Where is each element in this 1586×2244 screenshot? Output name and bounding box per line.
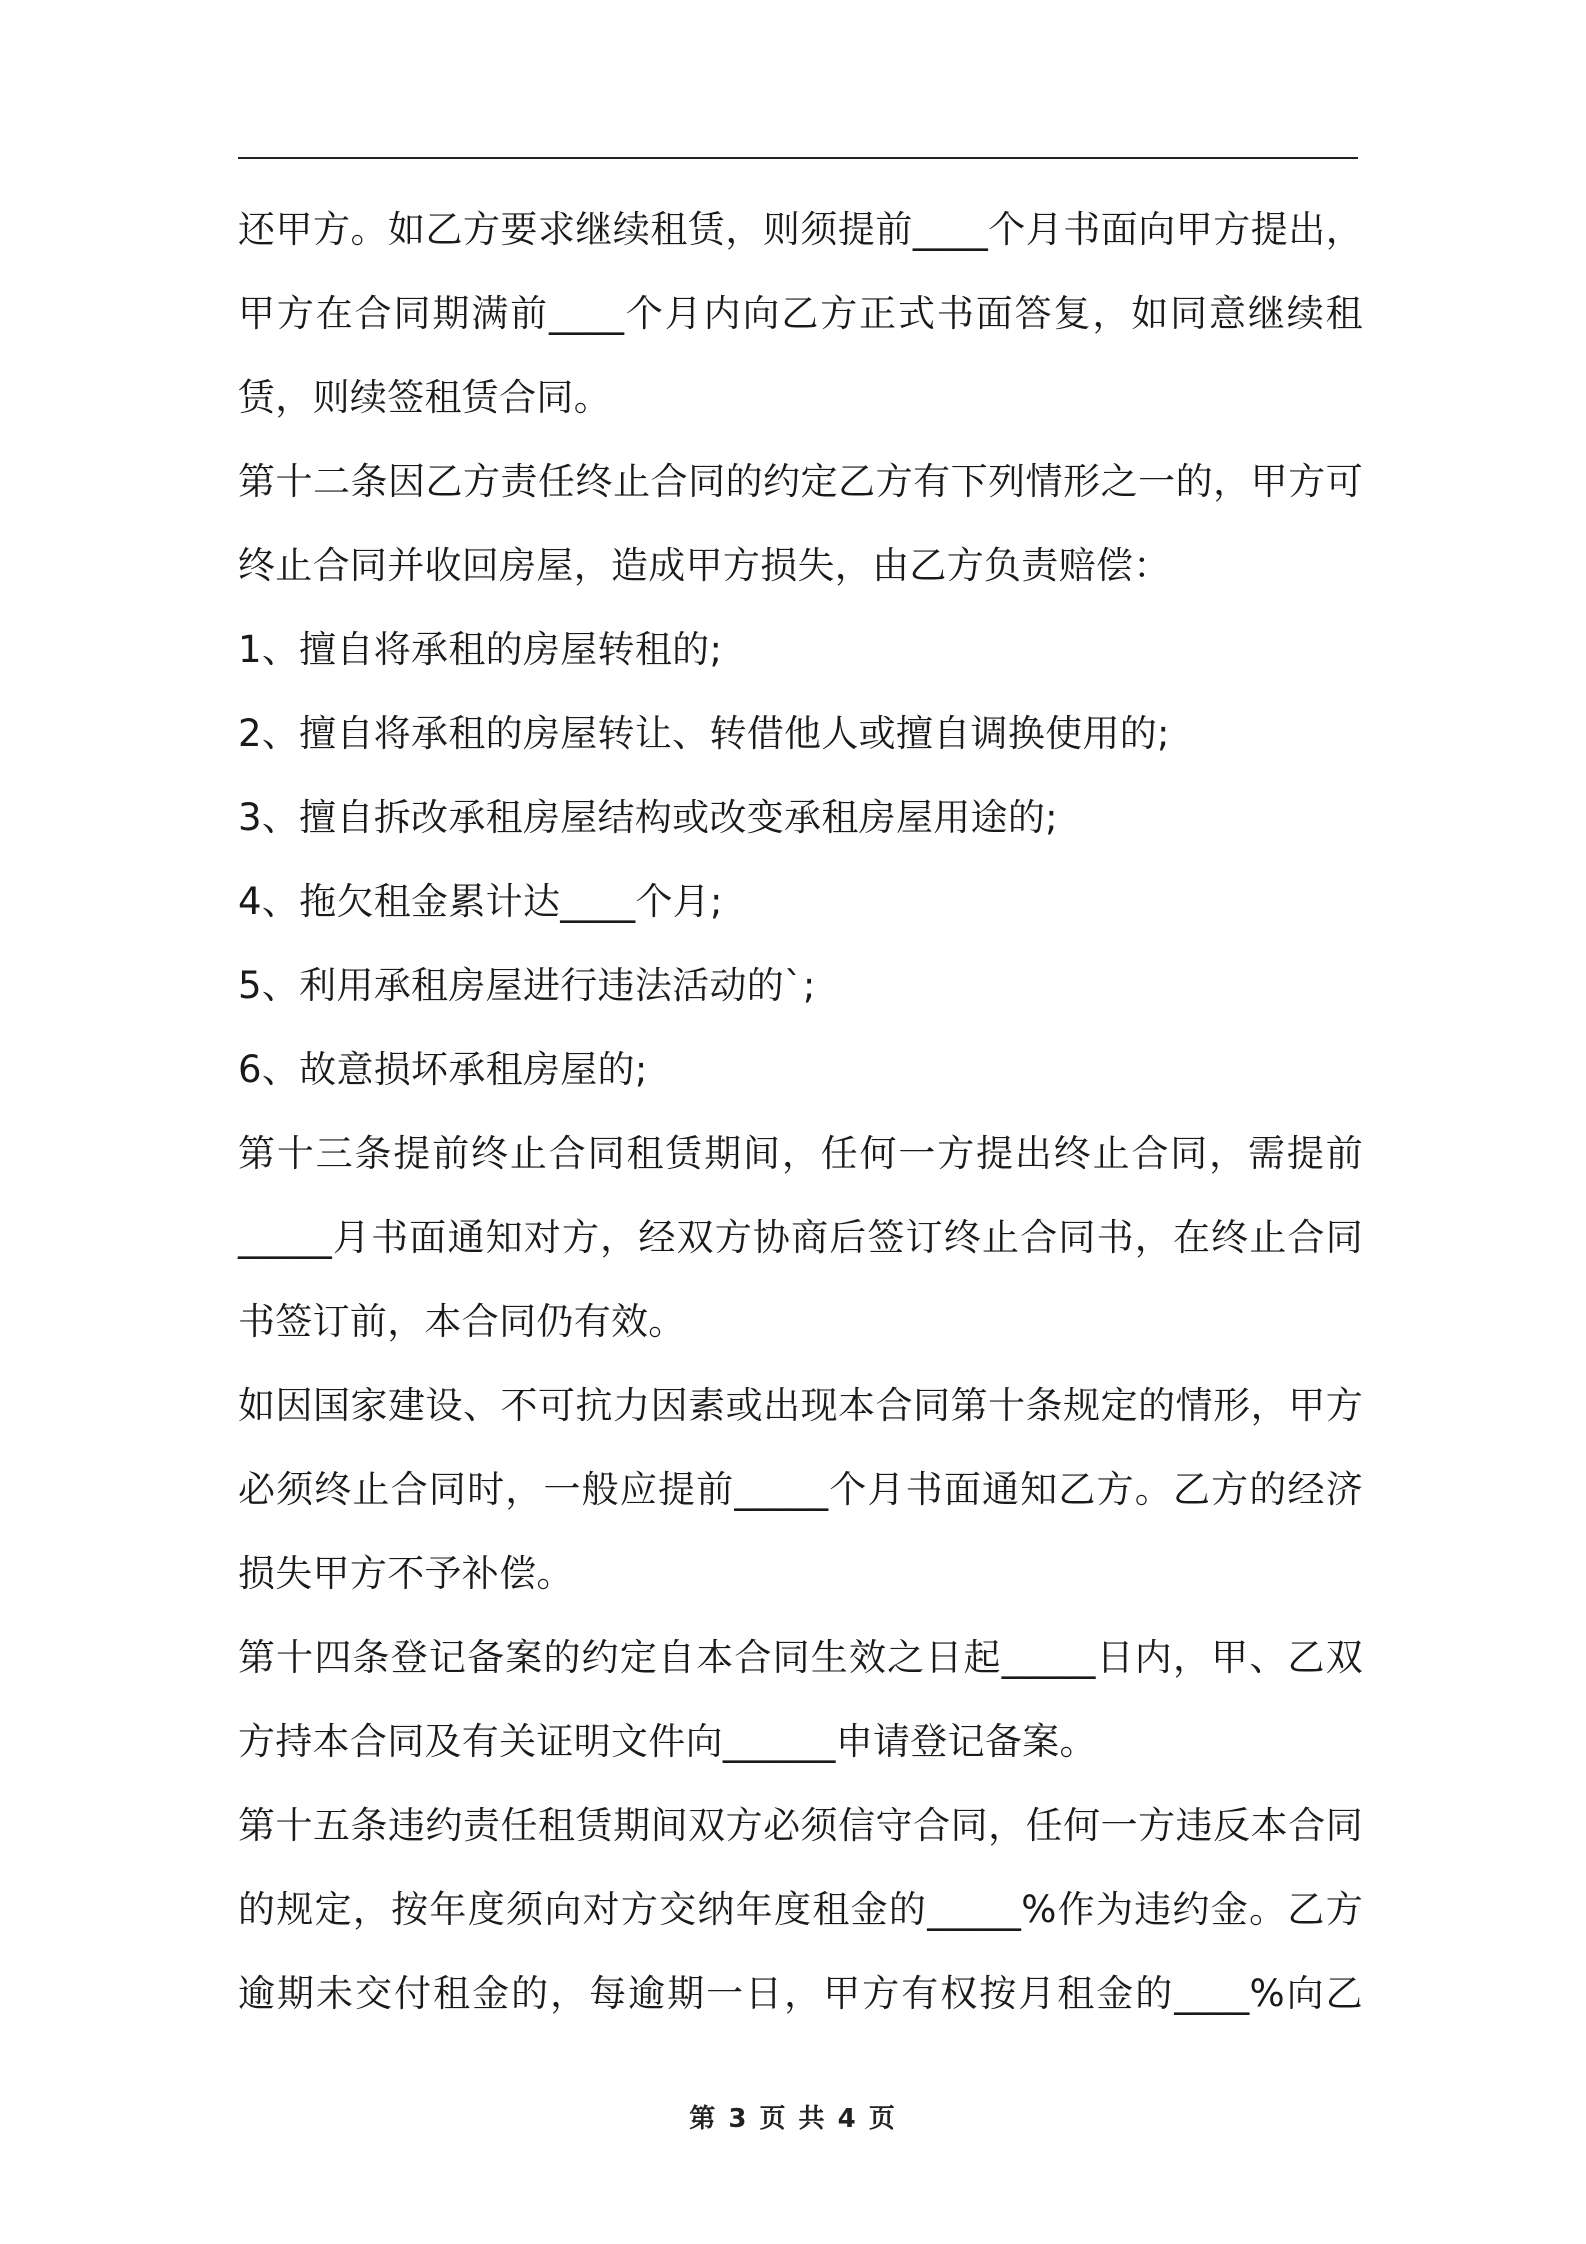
text-line: 逾期未交付租金的，每逾期一日，甲方有权按月租金的____%向乙 [238,1972,1363,2015]
list-item: 1、擅自将承租的房屋转租的; [238,628,723,671]
list-item: 2、擅自将承租的房屋转让、转借他人或擅自调换使用的; [238,712,1170,755]
page-number: 第 3 页 共 4 页 [689,2104,897,2134]
list-item: 4、拖欠租金累计达____个月; [238,880,723,923]
text-line: 如因国家建设、不可抗力因素或出现本合同第十条规定的情形，甲方 [238,1384,1363,1427]
text-line: 终止合同并收回房屋，造成甲方损失，由乙方负责赔偿： [238,544,1171,587]
text-line: 必须终止合同时，一般应提前_____个月书面通知乙方。乙方的经济 [238,1468,1363,1511]
text-line: 第十二条因乙方责任终止合同的约定乙方有下列情形之一的，甲方可 [238,460,1363,503]
text-line: 损失甲方不予补偿。 [238,1552,574,1595]
text-line: 的规定，按年度须向对方交纳年度租金的_____%作为违约金。乙方 [238,1888,1363,1931]
list-item: 6、故意损坏承租房屋的; [238,1048,648,1091]
text-line: 甲方在合同期满前____个月内向乙方正式书面答复，如同意继续租 [238,292,1363,335]
list-item: 5、利用承租房屋进行违法活动的`; [238,964,816,1007]
text-line: _____月书面通知对方，经双方协商后签订终止合同书，在终止合同 [238,1216,1363,1259]
document-body [238,188,1363,2036]
header-rule [238,157,1358,159]
text-line: 书签订前，本合同仍有效。 [238,1300,686,1343]
text-line: 还甲方。如乙方要求继续租赁，则须提前____个月书面向甲方提出， [238,208,1363,251]
text-line: 方持本合同及有关证明文件向______申请登记备案。 [238,1720,1097,1763]
list-item: 3、擅自拆改承租房屋结构或改变承租房屋用途的; [238,796,1058,839]
text-line: 第十三条提前终止合同租赁期间，任何一方提出终止合同，需提前 [238,1132,1363,1175]
text-line: 第十四条登记备案的约定自本合同生效之日起_____日内，甲、乙双 [238,1636,1363,1679]
text-line: 第十五条违约责任租赁期间双方必须信守合同，任何一方违反本合同 [238,1804,1363,1847]
text-line: 赁，则续签租赁合同。 [238,376,611,419]
